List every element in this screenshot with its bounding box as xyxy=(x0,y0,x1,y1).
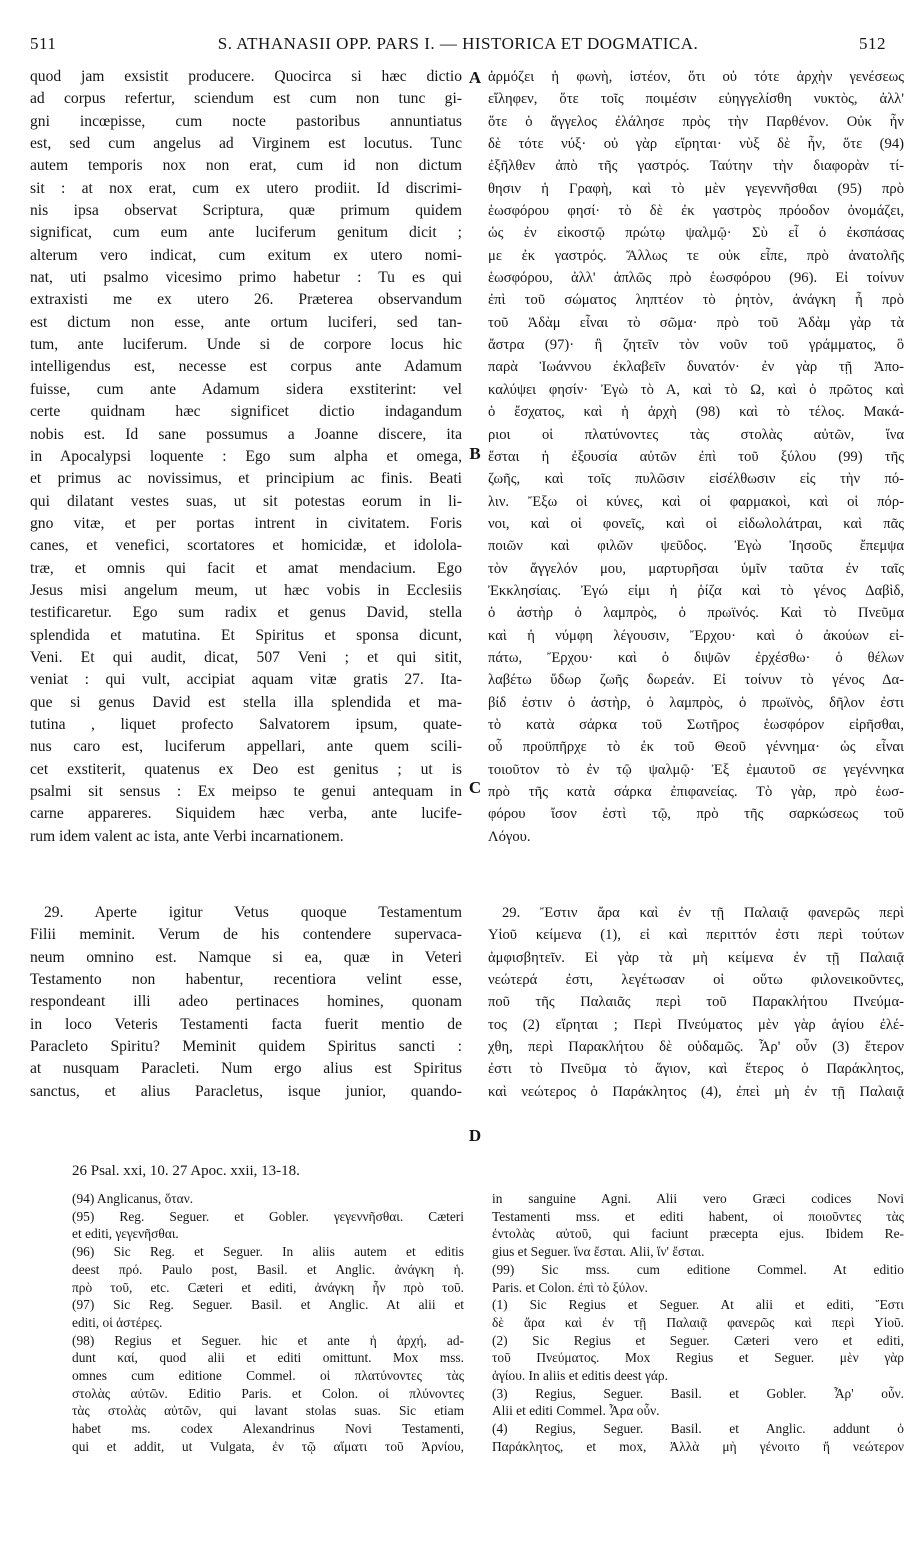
text-line: in Apocalypsi loquente : Ego sum alpha et omega, xyxy=(30,447,462,465)
text-line: τὸ κατὰ σάρκα τοῦ Σωτῆρος ἑωσφόρον εἰρῆσθαι, xyxy=(488,716,904,733)
footnote-line: editi, οἱ ἀστέρες. xyxy=(72,1314,163,1330)
footnote-line: τοῦ Πνεύματος. Mox Regius et Seguer. μὲν γὰρ xyxy=(492,1350,904,1366)
text-line: Veni. Et qui audit, dicat, 507 Veni ; et qui sitit, xyxy=(30,648,462,666)
greek-section-29 xyxy=(488,902,904,1150)
text-line: est dictum non esse, ante ortum luciferi, sed tan- xyxy=(30,313,462,331)
text-line: Λόγου. xyxy=(488,828,531,845)
text-line: καὶ ἡ νύμφη λέγουσιν, Ἔρχου· καὶ ὁ ἀκούων εἰ- xyxy=(488,627,904,644)
text-line: Ἐκκλησίαις. Ἐγώ εἰμι ἡ ῥίζα καὶ τὸ γένος Δαβὶδ, xyxy=(488,582,904,599)
text-line: ζωῆς, καὶ τοῖς πυλῶσιν εἰσέλθωσιν εἰς τὴν πό- xyxy=(488,471,904,488)
footnote-line: (1) Sic Regius et Seguer. At alii et editi, Ἔστι xyxy=(492,1297,904,1313)
text-line: tutina , liquet profecto Salvatorem ipsum, quate- xyxy=(30,715,462,733)
text-line: λιν. Ἔξω οἱ κύνες, καὶ οἱ φαρμακοὶ, καὶ οἱ πόρ- xyxy=(488,493,904,510)
text-line: gno vitæ, et per portas intrent in civitatem. Foris xyxy=(30,514,462,532)
footnote-line: πρὸ τοῦ, etc. Cæteri et editi, ἀνάγκη ἦν πρὸ τοῦ. xyxy=(72,1279,464,1295)
text-line: βίδ ἐστιν ὁ ἀστὴρ, ὁ λαμπρὸς, ὁ πρωϊνὸς, δῆλον ἐστι xyxy=(488,694,904,711)
text-line: εἴληφεν, ὅτε τοῖς ποιμέσιν εὐηγγελίσθη νυκτὸς, ἀλλ' xyxy=(488,91,904,108)
text-line: ἐξῆλθεν ἀπὸ τῆς γαστρός. Ταύτην τὴν διαφορὰν τί- xyxy=(488,158,904,175)
text-line: gni incœpisse, cum nocte pastoribus annuntiatus xyxy=(30,112,462,130)
footnote-line: (94) Anglicanus, ὅταν. xyxy=(72,1191,194,1206)
text-line: ὁ ἔσχατος, καὶ ἡ ἀρχὴ (98) καὶ τὸ τέλος. Μακά- xyxy=(488,404,904,421)
text-line: significat, cum eum ante luciferum genitum dicit ; xyxy=(30,224,462,242)
text-line: τὸν ἄγγελόν μου, μαρτυρῆσαι ὑμῖν ταῦτα ἐν ταῖς xyxy=(488,560,904,577)
text-line: quod jam exsistit producere. Quocirca si hæc dictio xyxy=(30,68,462,85)
footnote-line: (2) Sic Regius et Seguer. Cæteri vero et editi, xyxy=(492,1332,904,1348)
text-line: at nusquam Paracleti. Num ergo alius est Spiritus xyxy=(30,1060,462,1078)
page-number-right: 512 xyxy=(859,34,886,53)
text-line: nus caro est, luciferum appellari, ante quem scili- xyxy=(30,738,462,756)
text-line: ἔσται ἡ ἐξουσία αὐτῶν ἐπὶ τοῦ ξύλου (99) τῆς xyxy=(488,448,904,465)
text-line: cet exstiterit, quatenus ex Deo est genitus ; ut is xyxy=(30,760,462,778)
text-line: τοιοῦτον τὸ ἐν τῷ ψαλμῷ· Ἐξ ἐμαυτοῦ σε γεγέννηκα xyxy=(488,761,904,778)
running-header xyxy=(30,34,886,58)
text-line: qui dilatant vestes suas, ut sit potestas eorum in li- xyxy=(30,492,462,510)
text-line: veniat : qui vult, accipiat aquam vitæ gratis 27. Ita- xyxy=(30,671,462,689)
footnote-line: Testamenti mss. et editi habent, οἱ ποιοῦντες τὰς xyxy=(492,1208,904,1224)
text-line: psalmi sit sensus : Ex meipso te genui antequam in xyxy=(30,783,462,800)
margin-letter-d: D xyxy=(468,1126,482,1145)
text-line: certe quidnam hæc significet dictio indagandum xyxy=(30,403,462,421)
scripture-references: 26 Psal. xxi, 10. 27 Apoc. xxii, 13-18. xyxy=(72,1163,300,1179)
text-line: ad corpus refertur, sciendum est cum non tunc gi- xyxy=(30,90,462,108)
footnote-line: ἐντολὰς αὐτοῦ, qui faciunt præcepta ejus. Ibidem Re- xyxy=(492,1226,904,1242)
footnote-line: qui et addit, ut Vulgata, ἐν τῷ αἵματι τοῦ Ἀρνίου, xyxy=(72,1438,464,1454)
running-title: S. ATHANASII OPP. PARS I. — HISTORICA ET DOGMATICA. xyxy=(217,34,699,53)
footnote-line: dunt καί, quod alii et editi omittunt. Mox mss. xyxy=(72,1350,464,1366)
text-line: λαβέτω ὕδωρ ζωῆς δωρεάν. Εἰ τοίνυν τὸ γένος Δα- xyxy=(488,672,904,689)
text-line: ὅτε ὁ ἄγγελος ἐλάλησε πρὸς τὴν Παρθένον. Οὐκ ἦν xyxy=(488,113,904,130)
text-line: τοῦ Ἀδὰμ εἶναι τὸ σῶμα· πρὸ τοῦ Ἀδὰμ γὰρ τὰ xyxy=(488,314,904,331)
footnote-line: τὰς στολὰς αὐτῶν, qui lavant stolas suas. Sic etiam xyxy=(72,1403,464,1419)
text-line: καὶ νεώτερος ὁ Παράκλητος (4), ἐπεὶ μὴ ἐν τῇ Παλαιᾷ xyxy=(488,1083,904,1100)
text-line: ὡς ἐν εἰκοστῷ πρώτῳ ψαλμῷ· Σὺ εἶ ὁ ἐκσπάσας xyxy=(488,225,904,242)
text-line: 29. Aperte igitur Vetus quoque Testamentum xyxy=(44,904,462,921)
footnotes-right xyxy=(492,1190,904,1540)
text-line: testificaretur. Ego sum radix et genus David, stella xyxy=(30,604,462,622)
text-line: ποιῶν καὶ φιλῶν ψεῦδος. Ἐγὼ Ἰησοῦς ἔπεμψα xyxy=(488,538,904,555)
margin-letter-b: B xyxy=(469,444,481,463)
text-line: in loco Veteris Testamenti facta fuerit mentio de xyxy=(30,1015,462,1033)
text-line: nis ipsa observat Scriptura, quæ primum quidem xyxy=(30,202,462,220)
footnotes-left xyxy=(72,1190,464,1540)
footnote-line: (3) Regius, Seguer. Basil. et Gobler. Ἆρ' οὖν. xyxy=(492,1385,904,1401)
text-line: ἐστι τὸ Πνεῦμα τὸ ἅγιον, καὶ ἕτερος ὁ Παράκλητος, xyxy=(488,1061,904,1078)
text-line: alterum vero indicat, cum exitum ex utero nomi- xyxy=(30,246,462,264)
text-line: νοι, καὶ οἱ φονεῖς, καὶ οἱ εἰδωλολάτραι, καὶ πᾶς xyxy=(488,515,904,532)
greek-main-column xyxy=(488,66,904,888)
text-line: nobis est. Id sane possumus a Joanne discere, ita xyxy=(30,425,462,443)
footnote-line: (96) Sic Reg. et Seguer. In aliis autem et editis xyxy=(72,1244,464,1260)
text-line: με ἐκ γαστρός. Ἄλλως τε οὐκ εἶπε, πρὸ ἀνατολῆς xyxy=(488,247,904,264)
text-line: φόρου ἴσον ἐστὶ τῷ, πρὸ τῆς σαρκώσεως τοῦ xyxy=(488,806,904,823)
text-line: træ, et omnis qui facit et amat mendacium. Ego xyxy=(30,559,462,577)
text-line: ἑωσφόρου, ἀλλ' ἁπλῶς πρὸ ἑωσφόρου (96). Εἰ τοίνυν xyxy=(488,270,904,287)
text-line: sanctus, et alius Paracletus, isque junior, quando- xyxy=(30,1082,462,1100)
footnote-line: in sanguine Agni. Alii vero Græci codices Novi xyxy=(492,1191,904,1206)
text-line: χθη, περὶ Παρακλήτου δὲ οὐδαμῶς. Ἆρ' οὖν (3) ἕτερον xyxy=(488,1039,904,1056)
latin-section-29 xyxy=(30,902,462,1150)
text-line: neum omnino est. Namque si ea, quæ in Veteri xyxy=(30,948,462,966)
margin-letter-a: A xyxy=(468,68,482,87)
text-line: πρὸ τῆς κατὰ σάρκα ἐπιφανείας. Τὸ γὰρ, πρὸ ἑωσ- xyxy=(488,784,904,800)
footnote-line: (98) Regius et Seguer. hic et ante ἡ ἀρχή, ad- xyxy=(72,1332,464,1348)
footnote-line: omnes cum editione Commel. οἱ πλατύνοντες τὰς xyxy=(72,1368,464,1384)
text-line: ἀμφισβητεῖν. Εἰ γὰρ τὰ μὴ κείμενα ἐν τῇ Παλαιᾷ xyxy=(488,949,904,966)
text-line: οὗ προϋπῆρχε τὸ ἐκ τοῦ Θεοῦ γέννημα· ὡς εἶναι xyxy=(488,739,904,756)
footnote-line: (99) Sic mss. cum editione Commel. At editio xyxy=(492,1261,904,1277)
text-line: intelligendus est, necesse est corpus ante Adamum xyxy=(30,358,462,376)
text-line: splendida et matutina. Et Spiritus et sponsa dicunt, xyxy=(30,626,462,644)
footnote-line: (95) Reg. Seguer. et Gobler. γεγεννῆσθαι. Cæteri xyxy=(72,1208,464,1224)
text-line: ἐπὶ τοῦ σώματος ληπτέον τὸ ῥητὸν, ἀνάγκη ἦ πρὸ xyxy=(488,292,904,309)
footnote-line: δὲ ἄρα καὶ ἐν τῇ Παλαιᾷ φανερῶς καὶ περὶ Υἱοῦ. xyxy=(492,1314,904,1330)
text-line: et primus ac novissimus, et principium ac finis. Beati xyxy=(30,470,462,488)
text-line: ἑωσφόρου φησί· τὸ δὲ ἐκ γαστρὸς πρόοδον ὀνομάζει, xyxy=(488,203,904,220)
text-line: παρὰ Ἰωάννου ἐκλαβεῖν δυνατόν· ἐν γὰρ τῇ Ἀπο- xyxy=(488,359,904,376)
text-line: tum, ante luciferum. Unde si de corpore locus hic xyxy=(30,336,462,354)
text-line: ὁ ἀστὴρ ὁ λαμπρὸς, ὁ πρωϊνός. Καὶ τὸ Πνεῦμα xyxy=(488,605,904,622)
text-line: καλύψει φησίν· Ἐγὼ τὸ Α, καὶ τὸ Ω, καὶ ὁ πρῶτος καὶ xyxy=(488,381,904,398)
footnote-line: Paris. et Colon. ἐπὶ τὸ ξύλον. xyxy=(492,1279,648,1295)
latin-main-column xyxy=(30,66,462,888)
footnote-line: habet ms. codex Alexandrinus Novi Testamenti, xyxy=(72,1421,464,1437)
text-line: Testamento non habentur, recentiora velint esse, xyxy=(30,971,462,989)
text-line: rum idem valent ac ista, ante Verbi incarnationem. xyxy=(30,827,344,845)
footnote-line: Παράκλητος, et mox, Ἀλλὰ μὴ γένοιτο ἤ νεώτερον xyxy=(492,1438,904,1454)
text-line: que si genus David est stella illa splendida et ma- xyxy=(30,693,462,711)
text-line: πάτω, Ἔρχου· καὶ ὁ διψῶν ἐρχέσθω· ὁ θέλων xyxy=(488,649,904,666)
text-line: canes, et venefici, scortatores et homicidæ, et idolola- xyxy=(30,537,462,555)
text-line: autem temporis nox non erat, cum id non dictum xyxy=(30,157,462,175)
text-line: carne appareres. Siquidem hæc verba, ante lucife- xyxy=(30,805,462,823)
text-line: fuisse, cum ante Adamum sidera exstiterint: vel xyxy=(30,380,462,398)
text-line: δὲ τότε νύξ· οὐ γὰρ εἴρηται· νὺξ δὲ ἦν, ὅτε (94) xyxy=(488,136,904,153)
text-line: ἁρμόζει ἡ φωνὴ, ἰστέον, ὅτι οὐ τότε ἀρχὴν γενέσεως xyxy=(488,69,904,85)
page-number-left: 511 xyxy=(30,34,57,53)
text-line: respondeant illi adeo pertinaces homines, quonam xyxy=(30,993,462,1011)
text-line: ποῦ τῆς Παλαιᾶς περὶ τοῦ Παρακλήτου Πνεύμα- xyxy=(488,994,904,1011)
footnote-line: et editi, γεγενῆσθαι. xyxy=(72,1226,179,1242)
text-line: νεώτερά ἐστι, λεγέτωσαν οἱ οὕτω φιλονεικοῦντες, xyxy=(488,972,904,989)
text-line: Filii meminit. Verum de his contendere supervaca- xyxy=(30,926,462,944)
text-line: ἄστρα (97)· ἢ ζητεῖν τὸν νοῦν τοῦ γράμματος, ὃ xyxy=(488,337,904,354)
footnote-line: Alii et editi Commel. Ἆρα οὖν. xyxy=(492,1403,660,1419)
footnote-line: ἁγίου. In aliis et editis deest γάρ. xyxy=(492,1368,668,1384)
footnote-line: deest πρό. Paulo post, Basil. et Anglic. ἀνάγκη ἡ. xyxy=(72,1261,464,1277)
text-line: τος (2) εἴρηται ; Περὶ Πνεύματος μὲν γὰρ ἁγίου ἐλέ- xyxy=(488,1016,904,1033)
text-line: sit : at nox erat, cum ex utero prodiit. Id discrimi- xyxy=(30,179,462,197)
text-line: θησιν ἡ Γραφὴ, καὶ τὸ μὲν γεγεννῆσθαι (95) πρὸ xyxy=(488,180,904,197)
text-line: extraxisti me ex utero 26. Præterea observandum xyxy=(30,291,462,309)
text-line: est, sed cum angelus ad Virginem est locutus. Tunc xyxy=(30,135,462,153)
text-line: 29. Ἔστιν ἄρα καὶ ἐν τῇ Παλαιᾷ φανερῶς περὶ xyxy=(502,905,904,921)
text-line: ριοι οἱ πλατύνοντες τὰς στολὰς αὐτῶν, ἵνα xyxy=(488,426,904,443)
margin-letter-c: C xyxy=(468,778,482,797)
text-line: Υἱοῦ κείμενα (1), εἰ καὶ περιττόν ἐστι περὶ τούτων xyxy=(488,927,904,944)
text-line: nat, uti psalmo vicesimo primo habetur : Tu es qui xyxy=(30,269,462,287)
text-line: Paracleto Spiritu? Meminit quidem Spiritus sancti : xyxy=(30,1038,462,1056)
footnote-line: (4) Regius, Seguer. Basil. et Anglic. addunt ὁ xyxy=(492,1421,904,1437)
text-line: Jesus misi angelum meum, ut hæc vobis in Ecclesiis xyxy=(30,581,462,599)
footnote-line: gius et Seguer. ἵνα ἔσται. Alii, ἵν' ἔσται. xyxy=(492,1244,705,1260)
footnote-line: στολὰς αὐτῶν. Editio Paris. et Colon. οἱ πλύνοντες xyxy=(72,1385,464,1401)
footnote-line: (97) Sic Reg. Seguer. Basil. et Anglic. At alii et xyxy=(72,1297,464,1313)
